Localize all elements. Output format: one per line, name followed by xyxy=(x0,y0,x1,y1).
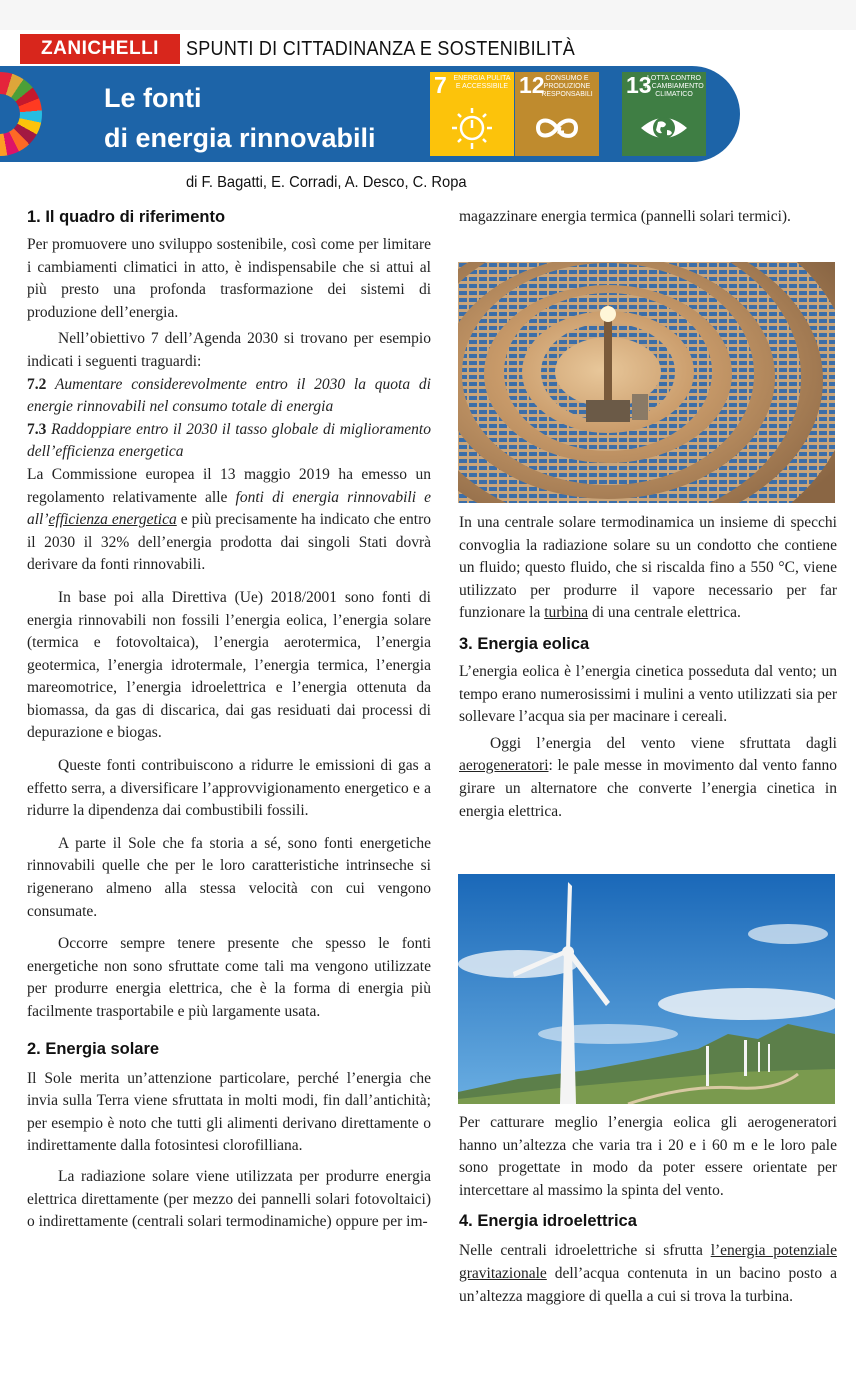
text-run: Oggi l’energia del vento viene sfruttata dagli xyxy=(490,734,837,752)
text-run: e più precisamente ha indicato che entro il 2030 il 32% dell’energia prodotta dai singoli Stati dovrà derivare da fonti rinnovabili. xyxy=(27,511,431,574)
paragraph-continuation: magazzinare energia termica (pannelli solari termici). xyxy=(459,208,791,225)
goal-label: CONSUMO E PRODUZIONE RESPONSABILI xyxy=(541,75,593,98)
target-number: 7.2 xyxy=(27,375,47,393)
goal-label: LOTTA CONTRO IL CAMBIAMENTO CLIMATICO xyxy=(644,75,704,98)
authors-line: di F. Bagatti, E. Corradi, A. Desco, C. Ropa xyxy=(186,174,467,191)
paragraph: Occorre sempre tenere presente che spesso le fonti energetiche non sono sfruttate come tali ma vengono utilizzate per produrre energia elettrica, che è la forma di energia più facilmente trasportabile e più largamente usata. xyxy=(27,935,431,1020)
section-2-heading: 2. Energia solare xyxy=(27,1039,160,1058)
title-line-1: Le fonti xyxy=(104,83,202,113)
right-column-mid xyxy=(459,512,837,823)
infinity-icon xyxy=(532,106,582,152)
photo-caption xyxy=(459,512,837,625)
paragraph: La radiazione solare viene utilizzata per produrre energia elettrica direttamente (per mezzo dei pannelli solari fotovoltaici) o indirettamente (centrali solari termodinamiche) oppure per im- xyxy=(27,1167,431,1231)
key-term: l’energia potenziale gravitazionale xyxy=(459,1242,837,1282)
key-term: efficienza energetica xyxy=(48,511,177,529)
paragraph xyxy=(459,733,837,823)
goal-number: 12 xyxy=(519,72,545,98)
target-number: 7.3 xyxy=(27,420,47,438)
photo-caption: Per catturare meglio l’energia eolica gli aerogeneratori hanno un’altezza che varia tra i 20 e i 60 m e le loro pale sono progettate in modo da poter essere orientate per intercettare al massimo la spinta del vento. xyxy=(459,1114,837,1199)
section-1-heading: 1. Il quadro di riferimento xyxy=(27,208,226,226)
text-run: La Commissione europea il 13 maggio 2019 ha emesso un regolamento relativamente alle xyxy=(27,465,431,506)
solar-plant-photo xyxy=(458,262,835,503)
page-title xyxy=(104,82,376,154)
left-column xyxy=(27,206,431,1234)
series-title: SPUNTI DI CITTADINANZA E SOSTENIBILITÀ xyxy=(186,38,575,60)
text-run: : le pale messe in movimento dal vento fanno girare un alternatore che converte l’energia cinetica in energia elettrica. xyxy=(459,757,837,820)
paragraph: Nell’obiettivo 7 dell’Agenda 2030 si trovano per esempio indicati i seguenti traguardi: xyxy=(27,330,431,370)
target-7-3 xyxy=(27,419,431,464)
paragraph xyxy=(27,464,431,577)
target-text: Aumentare considerevolmente entro il 2030 la quota di energie rinnovabili nel consumo totale di energia xyxy=(27,375,431,416)
sdg-wheel-icon xyxy=(0,72,42,156)
key-term: aerogeneratori xyxy=(459,757,549,775)
key-term: turbina xyxy=(544,604,589,622)
target-7-2 xyxy=(27,374,431,419)
publisher-logo: ZANICHELLI xyxy=(20,34,180,64)
section-3-heading: 3. Energia eolica xyxy=(459,634,590,653)
text-run: In una centrale solare termodinamica un insieme di specchi convoglia la radiazione solare su un condotto che contiene un fluido; questo fluido, che si riscalda fino a 550 °C, viene utilizzato per produrre il vapore necessario per far funzionare la xyxy=(459,514,837,622)
text-run: di una centrale elettrica. xyxy=(588,604,741,622)
goal-label: ENERGIA PULITA E ACCESSIBILE xyxy=(453,75,511,90)
goal-number: 13 xyxy=(626,72,652,98)
paragraph: L’energia eolica è l’energia cinetica posseduta dal vento; un tempo erano numerosissimi i mulini a vento utilizzati sia per sollevare l’acqua sia per macinare i cereali. xyxy=(459,662,837,726)
paragraph: Il Sole merita un’attenzione particolare, perché l’energia che invia sulla Terra viene sfruttata in molti modi, fin dall’antichità; per esempio è noto che tutti gli alimenti derivano direttamente o indirettamente dalla fotosintesi clorofilliana. xyxy=(27,1069,431,1155)
text-run: fonti di energia rinnovabili e all’ xyxy=(27,488,432,529)
paragraph: Per promuovere uno sviluppo sostenibile, così come per limitare i cambiamenti climatici in atto, è indispensabile che si attui al più presto una profonda trasformazione dei sistemi di produzione dell’energia. xyxy=(27,236,431,321)
section-4-heading: 4. Energia idroelettrica xyxy=(459,1212,637,1231)
target-text: Raddoppiare entro il 2030 il tasso globale di miglioramento dell’efficienza energetica xyxy=(27,420,431,461)
right-column-bottom xyxy=(459,1112,837,1308)
eye-globe-icon xyxy=(639,106,689,152)
title-line-2: di energia rinnovabili xyxy=(104,123,376,153)
right-column-top xyxy=(459,206,837,229)
sun-power-icon xyxy=(447,106,497,152)
top-strip xyxy=(0,0,856,30)
sdg-goal-12 xyxy=(515,72,599,156)
sdg-goal-7 xyxy=(430,72,514,156)
goal-number: 7 xyxy=(434,72,447,98)
paragraph: In base poi alla Direttiva (Ue) 2018/2001 sono fonti di energia rinnovabili non fossili l’energia eolica, l’energia solare (termica e fotovoltaica), l’energia aerotermica, l’energia geotermica, l’energia idrotermale, l’energia termica, l’energia mareomotrice, l’energia idroelettrica e l’energia ottenuta da biomassa, da gas di discarica, dai gas residuati dai processi di depurazione e biogas. xyxy=(27,588,431,742)
paragraph: Queste fonti contribuiscono a ridurre le emissioni di gas a effetto serra, a diversificare l’approvvigionamento energetico e a ridurre la dipendenza dai combustibili fossili. xyxy=(27,757,431,820)
header-row xyxy=(0,34,856,64)
text-run: dell’acqua contenuta in un bacino posto a un’altezza maggiore di quella a cui si trova la turbina. xyxy=(459,1264,837,1305)
sdg-goal-13 xyxy=(622,72,706,156)
text-run: Nelle centrali idroelettriche si sfrutta xyxy=(459,1242,711,1260)
wind-turbine-photo xyxy=(458,874,835,1104)
paragraph xyxy=(459,1240,837,1308)
paragraph: A parte il Sole che fa storia a sé, sono fonti energetiche rinnovabili quelle che per le loro caratteristiche intrinseche si rigenerano almeno alla stessa velocità con cui vengono consumate. xyxy=(27,834,431,920)
